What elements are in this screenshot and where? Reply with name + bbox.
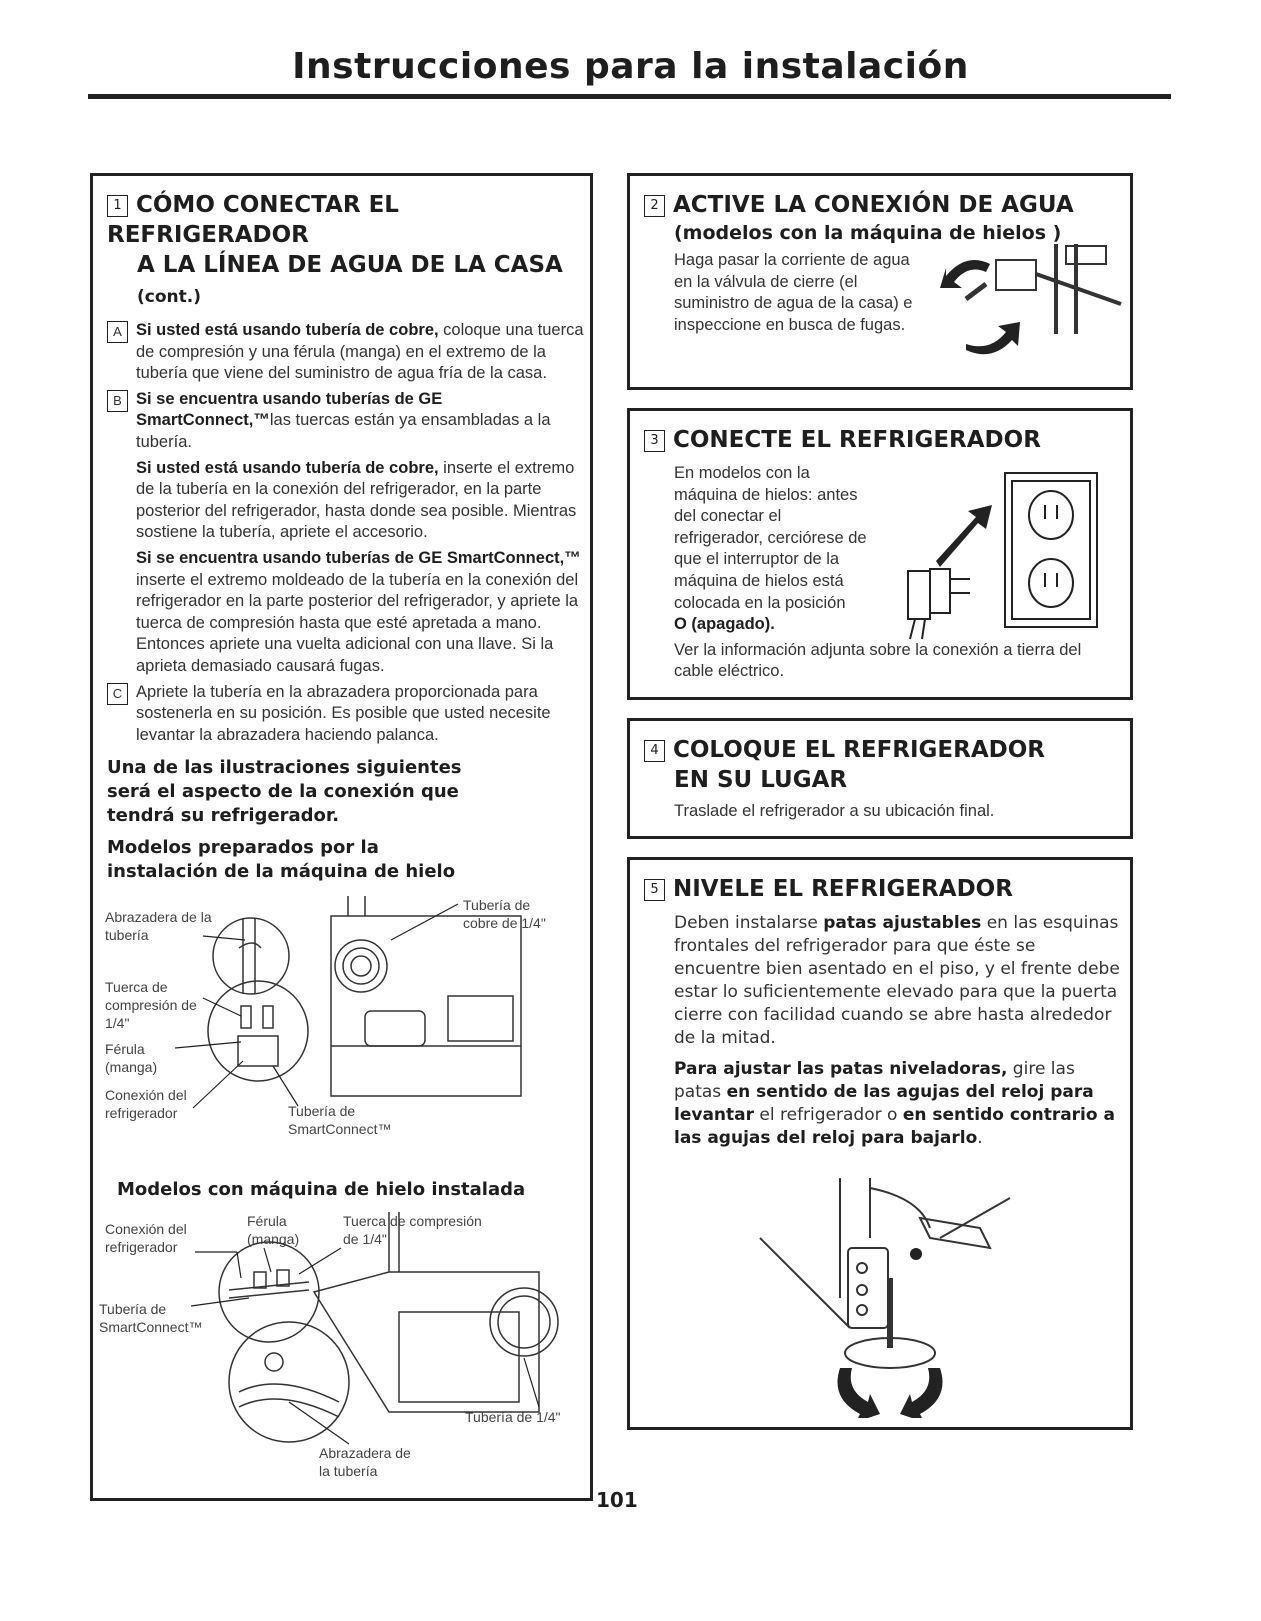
section-heading-line2: A LA LÍNEA DE AGUA DE LA CASA (cont.) [137,252,563,307]
label-connection: Conexión del refrigerador [105,1221,187,1255]
power-note: Ver la información adjunta sobre la conexión a tierra del cable eléctrico. [674,640,1082,681]
step-letter: C [107,683,128,705]
leveling-leg-illustration [740,1178,1040,1418]
label-tube: Tubería de 1/4" [465,1409,561,1425]
step-letter: B [107,390,128,412]
label-compression-nut: Tuerca de compresión de 1/4" [343,1213,482,1247]
figure1-illustration [103,896,583,1146]
outlet-illustration [890,471,1100,641]
step-number: 5 [644,879,665,901]
label-ferrule: Férula (manga) [247,1213,300,1247]
label-clamp: Abrazadera de la tubería [319,1445,411,1479]
label-smartconnect: Tubería de SmartConnect™ [288,1103,392,1137]
figure2-illustration [99,1212,585,1497]
power-text: En modelos con la máquina de hielos: antes del conectar el refrigerador, cerciórese de que el interruptor de la máquina de hielos está colocada en la posición [674,464,867,612]
step-number: 2 [644,195,665,217]
step-a: A Si usted está usando tubería de cobre, coloque una tuerca de compresión y una férula (manga) en el extremo de la tubería que viene del suministro de agua fría de la casa. [107,320,587,385]
panel-place-refrigerator [627,718,1133,839]
water-text: Haga pasar la corriente de agua en la válvula de cierre (el suministro de agua de la casa) e inspeccione en busca de fugas. [674,251,913,334]
label-ferrule: Férula (manga) [105,1041,158,1075]
figure2-drawing [99,1212,585,1497]
label-connection: Conexión del refrigerador [105,1087,187,1121]
level-text: Deben instalarse patas ajustables en las esquinas frontales del refrigerador para que éste se encuentre bien asentado en el piso, y el frente debe estar lo suficientemente elevado para que la puerta cierre con facilidad cuando se abre hasta alrededor de la mitad. [674,913,1120,1048]
section-heading: 1 CÓMO CONECTAR EL REFRIGERADOR [107,192,399,248]
step-b: B Si se encuentra usando tuberías de GE SmartConnect,™las tuercas están ya ensambladas a la tubería. Si usted está usando tubería de cobre, inserte el extremo de la tubería en la conexión del refrigerador, en la parte posterior del refrigerador, hasta donde sea posible. Mientras sostiene la tubería, apriete el accesorio. Si se encuentra usando tuberías de GE SmartConnect,™ inserte el extremo moldeado de la tubería en la conexión del refrigerador en la parte posterior del refrigerador, y apriete la tuerca de compresión hasta que esté apretada a mano. Entonces apriete una vuelta adicional con una llave. Si la aprieta demasiado causará fugas. [107,389,587,678]
left-panel [90,173,593,1501]
figure1-title: Modelos preparados por la instalación de la máquina de hielo [107,837,456,883]
section-heading: 2 ACTIVE LA CONEXIÓN DE AGUA [644,190,1074,220]
label-copper-tube: Tubería de cobre de 1/4" [463,897,546,931]
page-number: 101 [596,1488,638,1512]
connection-note: Una de las ilustraciones siguientes será el aspecto de la conexión que tendrá su refrigerador. [107,757,462,827]
section-heading: 4 COLOQUE EL REFRIGERADOR [644,735,1045,765]
title-rule [88,94,1171,99]
step-number: 4 [644,740,665,762]
step-c: C Apriete la tubería en la abrazadera proporcionada para sostenerla en su posición. Es posible que usted necesite levantar la abrazadera haciendo palanca. [107,682,587,747]
page-title: Instrucciones para la instalación [292,46,969,87]
panel-water-connection [627,173,1133,390]
place-text: Traslade el refrigerador a su ubicación final. [674,802,995,820]
valve-illustration [926,244,1126,374]
label-clamp: Abrazadera de la tubería [105,909,212,943]
panel-level-refrigerator [627,857,1133,1430]
label-compression-nut: Tuerca de compresión de 1/4" [105,979,197,1031]
step-number: 3 [644,430,665,452]
label-smartconnect: Tubería de SmartConnect™ [99,1301,203,1335]
panel-connect-power [627,408,1133,700]
section-heading: 5 NIVELE EL REFRIGERADOR [644,874,1120,904]
figure1-drawing [103,896,583,1146]
adjust-text: Para ajustar las patas niveladoras, gire las patas en sentido de las agujas del reloj para levantar el refrigerador o en sentido contrario a las agujas del reloj para bajarlo. [674,1059,1115,1148]
step-number: 1 [107,195,128,217]
section-heading: 3 CONECTE EL REFRIGERADOR [644,425,1124,455]
figure2-title: Modelos con máquina de hielo instalada [117,1179,526,1200]
section-subheading: (modelos con la máquina de hielos ) [674,222,1062,244]
section-heading-line2: EN SU LUGAR [674,767,848,793]
step-letter: A [107,321,128,343]
power-text-bold: O (apagado). [674,615,775,634]
